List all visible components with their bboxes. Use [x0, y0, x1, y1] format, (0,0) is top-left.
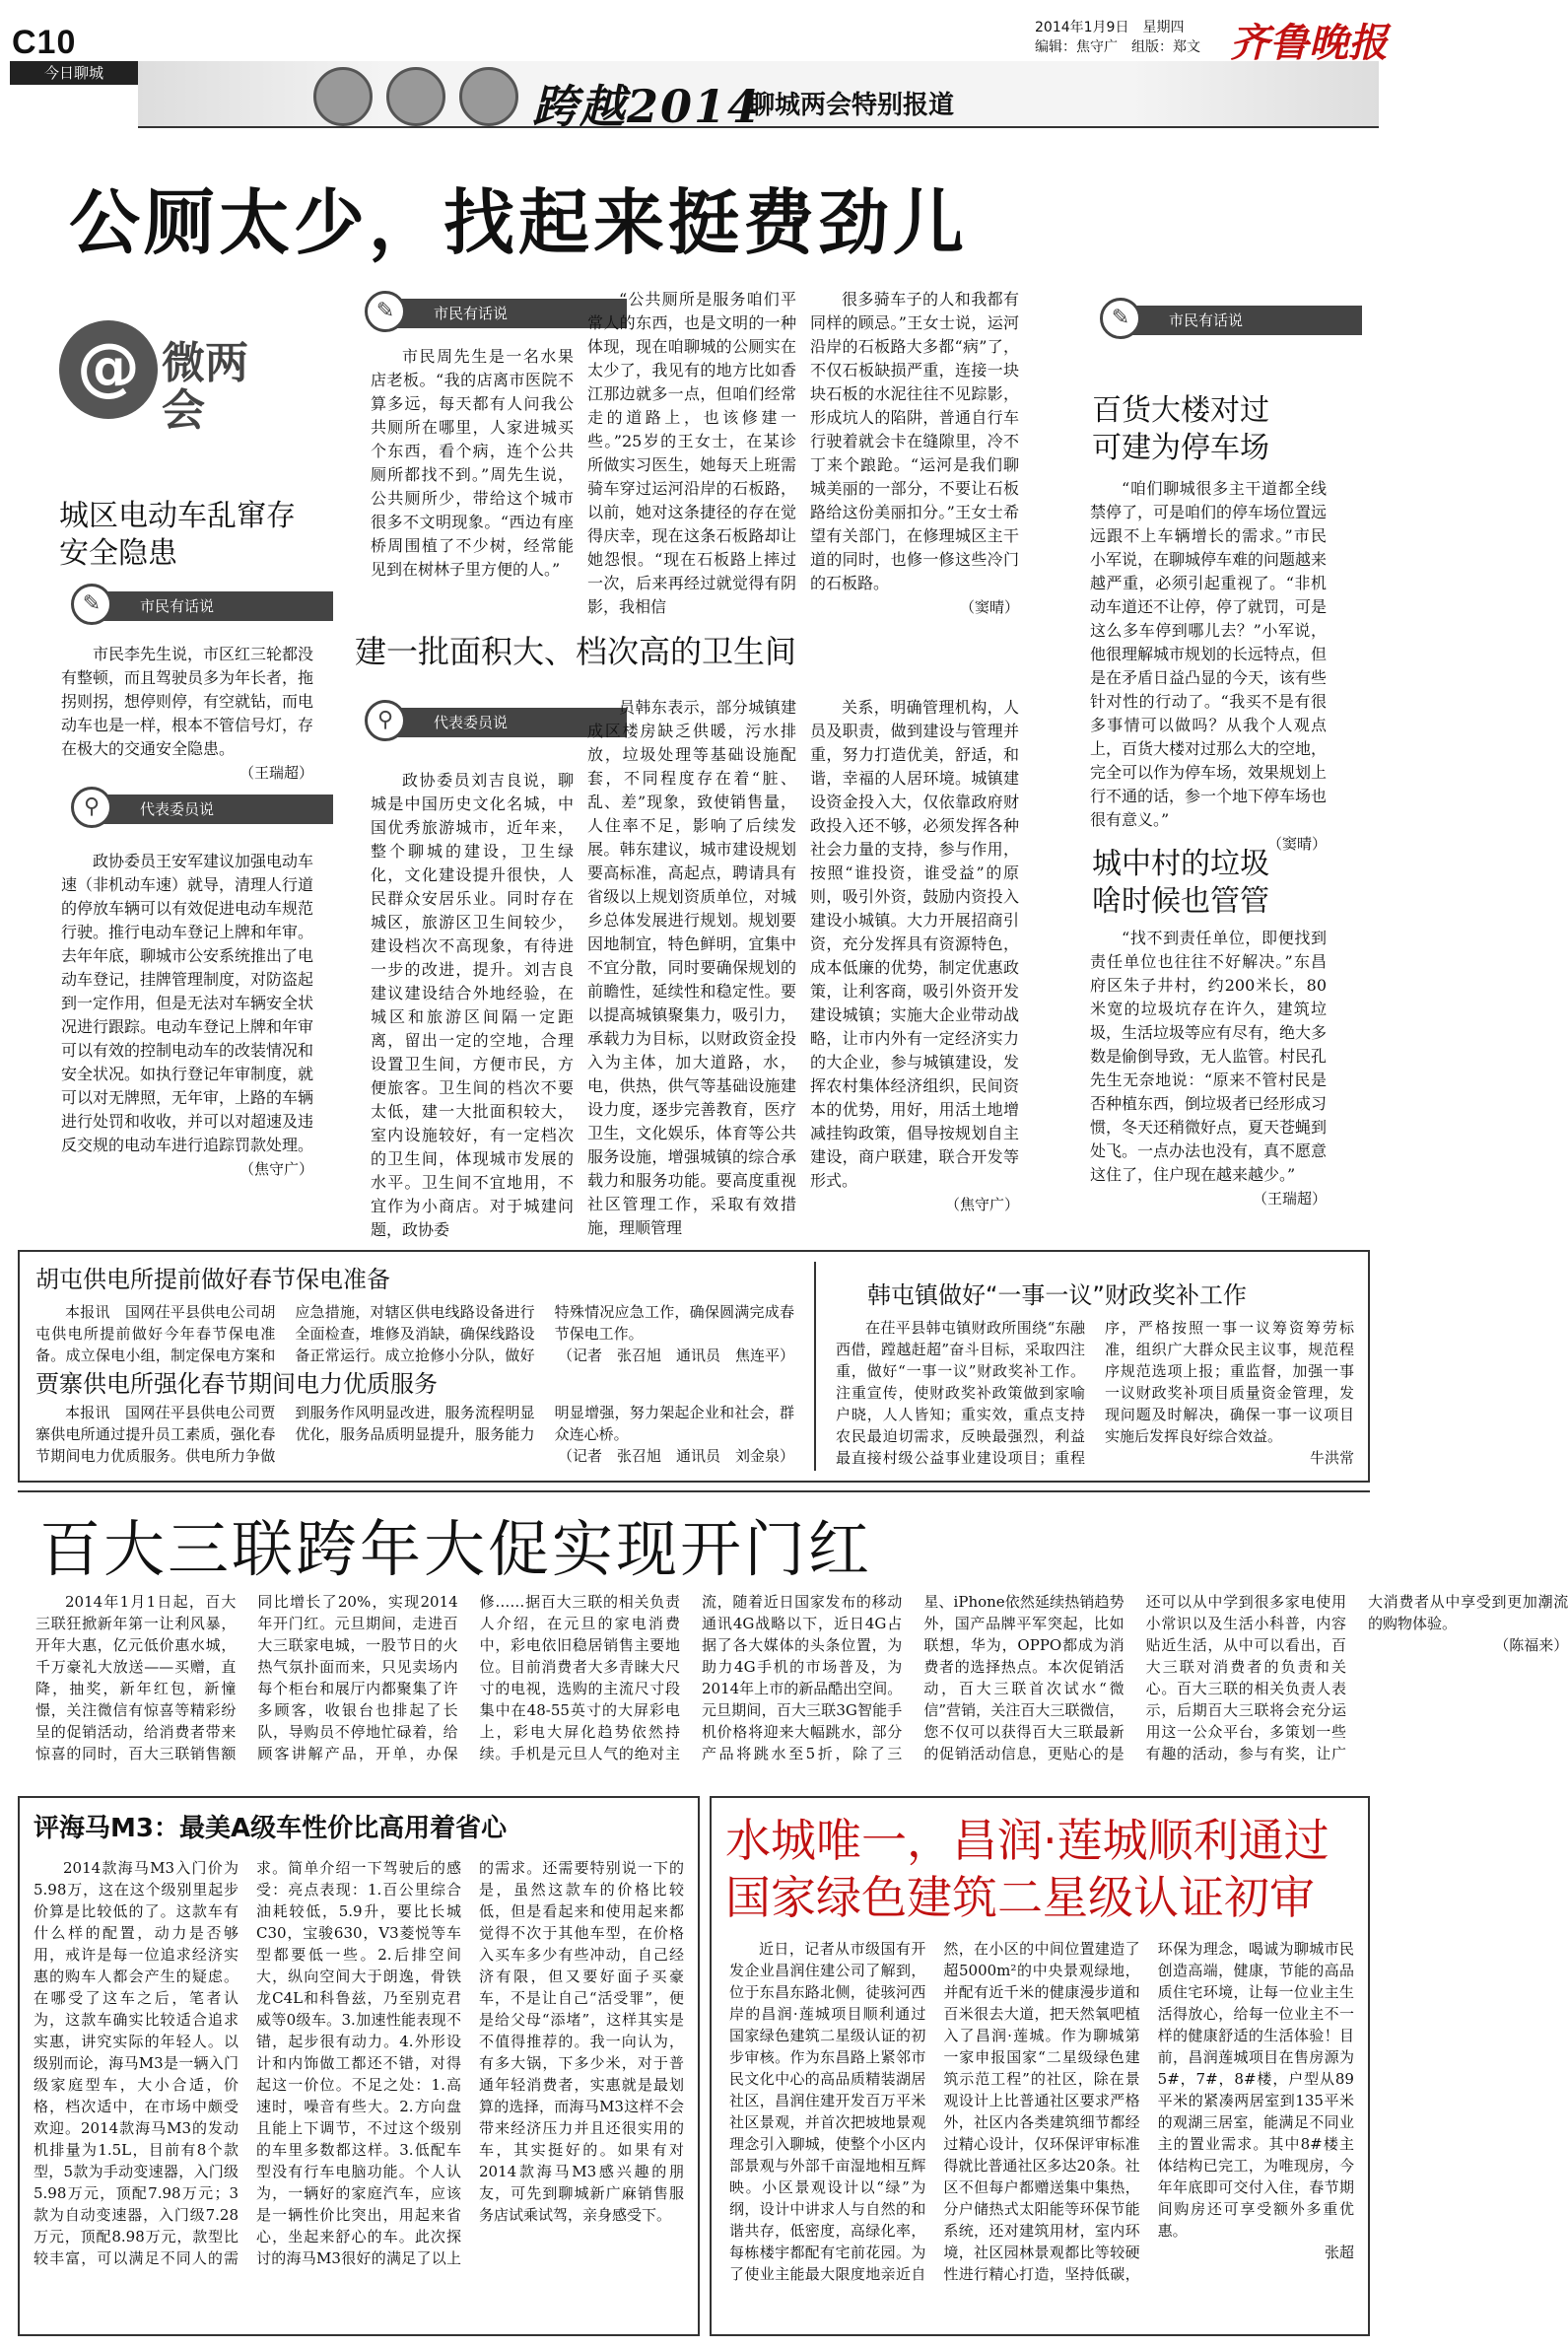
paragraph: 政协委员刘吉良说，聊城是中国历史文化名城，中国优秀旅游城市，近年来，整个聊城的建设，卫生绿化，文化建设提升很快，人民群众安居乐业。同时存在城区，旅游区卫生间较少，建设档次不高现象，有待进一步的改进，提升。刘吉良建议建设结合外地经验，在城区和旅游区间隔一定距离，留出一定的空地，合理设置卫生间，方便市民，方便旅客。卫生间的档次不要太低，建一大批面积较大，室内设施较好，有一定档次的卫生间，体现城市发展的水平。卫生间不宜地用，不宜作为小商店。对于城建问题，政协委	[371, 771, 574, 1239]
newspaper-logo: 齐鲁晚报	[1230, 20, 1388, 66]
editor-line: 编辑：焦守广 组版：郑文	[1035, 39, 1200, 55]
article-body	[61, 850, 313, 1234]
tag-label: 代表委员说	[140, 800, 215, 818]
tag-label: 代表委员说	[434, 714, 509, 731]
subheading-ebike: 城区电动车乱窜存安全隐患	[59, 499, 296, 571]
byline: （窦晴）	[959, 598, 1019, 616]
emblem-icon	[313, 67, 373, 126]
article-body	[729, 1938, 1354, 2328]
power-headline-3: 韩屯镇做好“一事一议”财政奖补工作	[867, 1281, 1247, 1309]
paragraph: 在茌平县韩屯镇财政所围绕“东融西借，蹚越赶超”奋斗目标，采取四注重，做好“一事一议”财政奖补工作。注重宣传，使财政奖补政策做到家喻户晓，人人皆知；重实效，重点支持农民最迫切需求，反映最强烈，利益最直接村级公益事业建设项目；重程序，严格按照一事一议筹资筹劳标准，组织广大群众民主议事，规范程序规范选项上报；重监督，加强一事一议财政奖补项目质量资金管理，发现问题及时解决，确保一事一议项目实施后发挥良好综合效益。	[836, 1319, 1354, 1467]
section-tag: 今日聊城	[10, 61, 138, 85]
byline: （王瑞超）	[239, 764, 313, 782]
byline: （窦晴）	[1266, 835, 1327, 853]
power-headline-2: 贾寨供电所强化春节期间电力优质服务	[35, 1364, 438, 1399]
divider	[18, 1490, 1370, 1492]
tag-citizen	[77, 591, 333, 621]
speech-icon: ✎	[1100, 298, 1141, 339]
byline: （陈福来）	[1494, 1636, 1568, 1654]
article-body	[810, 288, 1019, 616]
tag-label: 市民有话说	[1169, 311, 1244, 329]
article-body	[1090, 477, 1328, 853]
paragraph: 本报讯 国网茌平县供电公司胡屯供电所提前做好今年春节保电准备。成立保电小组，制定保电方案和应急措施，对辖区供电线路设备进行全面检查，堆修及消缺，确保线路设备正常运行。成立抢修小分队，做好特殊情况应急工作，确保圆满完成春节保电工作。	[35, 1303, 794, 1364]
byline: （焦守广）	[239, 1160, 313, 1178]
article-body	[1090, 927, 1327, 1242]
byline: （记者 张召旭 通讯员 焦连平）	[557, 1347, 794, 1364]
emblem-icon	[386, 67, 445, 126]
paragraph: 员韩东表示，部分城镇建成区楼房缺乏供暖，污水排放，垃圾处理等基础设施配套，不同程度存在着“脏、乱、差”现象，致使销售量，人住率不足，影响了后续发展。韩东建议，城市建设规划要高标准，高起点，聘请具有省级以上规划资质单位，对城乡总体发展进行规划。规划要因地制宜，特色鲜明，宜集中不宜分散，同时要确保规划的前瞻性，延续性和稳定性。要以提高城镇聚集力，吸引力，承载力为目标，以财政资金投入为主体，加大道路，水，电，供热，供气等基础设施建设力度，逐步完善教育，医疗卫生，文化娱乐，体育等公共服务设施，增强城镇的综合承载力和服务功能。要高度重视社区管理工作，采取有效措施，理顺管理	[587, 698, 796, 1237]
banner-subtitle: 聊城两会特别报道	[749, 91, 955, 120]
magnifier-icon: ⚲	[365, 700, 406, 741]
issue-meta	[1035, 18, 1200, 57]
magnifier-icon: ⚲	[71, 787, 112, 828]
promo-headline: 百大三联跨年大促实现开门红	[39, 1513, 873, 1585]
paragraph: 很多骑车子的人和我都有同样的顾忌。”王女士说，运河沿岸的石板路大多都“病”了，不仅石板缺损严重，连接一块块石板的水泥往往不见踪影，形成坑人的陷阱，普通自行车行驶着就会卡在缝隙里，冷不丁来个踉跄。“运河是我们聊城美丽的一部分，不要让石板路给这份美丽扣分。”王女士希望有关部门，在修理城区主干道的同时，也修一修这些冷门的石板路。	[810, 290, 1019, 592]
paragraph: 近日，记者从市级国有开发企业昌润住建公司了解到，位于东昌东路北侧，徒骇河西岸的昌润·莲城项目顺利通过国家绿色建筑二星级认证的初步审核。作为东昌路上紧邻市民文化中心的高品质精装湖居社区，昌润住建开发百万平米社区景观，并首次把坡地景观理念引入聊城，使整个小区内部景观与外部千亩湿地相互辉映。小区景观设计以“绿”为纲，设计中讲求人与自然的和谐共存，低密度，高绿化率，每栋楼宇都配有宅前花园。为了使业主能最大限度地亲近自然，在小区的中间位置建造了超5000m²的中央景观绿地，并配有近千米的健康漫步道和百米很去大道，把天然氧吧植入了昌润·莲城。作为聊城第一家申报国家“二星级绿色建筑示范工程”的社区，除在景观设计上比普通社区要求严格外，社区内各类建筑细节都经过精心设计，仅环保评审标准得就比普通社区多达20条。社区不但每户都赠送集中集热，分户储热式太阳能等环保节能系统，还对建筑用材，室内环境，社区园林景观都比等较硬性进行精心打造，坚持低碳，环保为理念，喝诚为聊城市民创造高端，健康，节能的高品质住宅环境，让每一位业主生活得放心，给每一位业主不一样的健康舒适的生活体验！目前，昌润莲城项目在售房源为5#，7#，8#楼，户型从89平米的紧凑两居室到135平米的观湖三居室，能满足不同业主的置业需求。其中8#楼主体结构已完工，为唯现房，今年年底即可交付入住，春节期间购房还可享受额外多重优惠。	[729, 1940, 1354, 2283]
weibo-logo	[59, 301, 296, 458]
paragraph: 市民周先生是一名水果店老板。“我的店离市医院不算多远，每天都有人问我公共厕所在哪里，人家进城买个东西，看个病，连个公共厕所都找不到。”周先生说，公共厕所少，带给这个城市很多不文明现象。“西边有座桥周围植了不少树，经常能见到在树林子里方便的人。”	[371, 347, 574, 579]
tag-label: 市民有话说	[434, 305, 509, 322]
speech-icon: ✎	[71, 584, 112, 625]
byline: 牛洪常	[1309, 1449, 1354, 1467]
divider	[814, 1262, 816, 1471]
page-number: C10	[12, 24, 77, 61]
tag-rep	[77, 795, 333, 824]
article-body	[836, 1317, 1354, 1475]
byline: 张超	[1324, 2244, 1354, 2261]
paragraph: 2014款海马M3入门价为5.98万，这在这个级别里起步价算是比较低的了。这款车有什么样的配置，动力是否够用，戒许是每一位追求经济实惠的购车人都会产生的疑虑。在哪受了这车之后，笔者认为，这款车确实比较适合追求实惠，讲究实际的年轻人。以级别而论，海马M3是一辆入门级家庭型车，大小合适，价格，档次适中，在市场中颇受欢迎。2014款海马M3的发动机排量为1.5L，目前有8个款型，5款为手动变速器，入门级5.98万元，顶配7.98万元；3款为自动变速器，入门级7.28万元，顶配8.98万元，款型比较丰富，可以满足不同人的需求。简单介绍一下驾驶后的感受：亮点表现：1.百公里综合油耗较低，5.9升，要比长城C30，宝骏630，V3菱悦等车型都要低一些。2.后排空间大，纵向空间大于朗逸，骨铁龙C4L和科鲁兹，乃至别克君威等0级车。3.加速性能表现不错，起步很有动力。4.外形设计和内饰做工都还不错，对得起这一价位。不足之处：1.高速时，噪音有些大。2.方向盘且能上下调节，不过这个级别的车里多数都这样。3.低配车型没有行车电脑功能。个人认为，一辆好的家庭汽车，应该是一辆性价比突出，用起来省心，坐起来舒心的车。此次探讨的海马M3很好的满足了以上的需求。还需要特别说一下的是，虽然这款车的价格比较低，但是看起来和使用起来都觉得不次于其他车型，在价格入买车多少有些冲动，自己经济有限，但又要好面子买豪车，不是让自己“活受罪”，便是给父母“添堵”，这样其实是不值得推荐的。我一向认为，有多大锅，下多少米，对于普通年轻消费者，实惠就是最划算的选择，而海马M3这样不会带来经济压力并且还很实用的车，其实挺好的。如果有对2014款海马M3感兴趣的朋友，可先到聊城新广麻销售服务店试乘试驾，亲身感受下。	[34, 1859, 684, 2267]
at-icon: @	[59, 320, 158, 419]
article-body	[34, 1857, 684, 2326]
car-headline: 评海马M3：最美A级车性价比高用着省心	[34, 1814, 508, 1843]
power-headline-1: 胡屯供电所提前做好春节保电准备	[35, 1266, 390, 1293]
speech-icon: ✎	[365, 291, 406, 332]
paragraph: “公共厕所是服务咱们平常人的东西，也是文明的一种体现，现在咱聊城的公厕实在太少了，我见有的地方比如香江那边就多一点，但咱们经常走的道路上，也该修建一些。”25岁的王女士，在某诊所做实习医生，她每天上班需骑车穿过运河沿岸的石板路，以前，她对这条捷径的存在觉得庆幸，现在这条石板路却让她怨恨。“现在石板路上摔过一次，后来再经过就觉得有阴影，我相信	[587, 290, 796, 616]
article-body	[35, 1402, 794, 1477]
article-body	[371, 769, 574, 1238]
paragraph: “找不到责任单位，即便找到责任单位也往往不好解决。”东昌府区朱子井村，约200米长，80米宽的垃圾坑存在许久，建筑垃圾，生活垃圾等应有尽有，绝大多数是偷倒导致，无人监管。村民孔先生无奈地说：“原来不管村民是否种植东西，倒垃圾者已经形成习惯，冬天还稍微好点，夏天苍蝇到处飞。一点办法也没有，真不愿意这住了，住户现在越来越少。”	[1090, 929, 1328, 1184]
subheading-garbage: 城中村的垃圾啥时候也管管	[1092, 847, 1269, 919]
weibo-logo-text: 微两会	[162, 338, 248, 436]
paragraph: 政协委员王安军建议加强电动车速（非机动车速）就导，清理人行道的停放车辆可以有效促进电动车规范行驶。推行电动车登记上牌和年审。去年年底，聊城市公安系统推出了电动车登记，挂牌管理制度，对防盗起到一定作用，但是无法对车辆安全状况进行跟踪。电动车登记上牌和年审可以有效的控制电动车的改装情况和安全状况。如执行登记年审制度，就可以对无牌照，无年审，上路的车辆进行处罚和收收，并可以对超速及违反交规的电动车进行追踪罚款处理。	[61, 852, 314, 1154]
paragraph: 关系，明确管理机构，人员及职责，做到建设与管理并重，努力打造优美，舒适，和谐，幸福的人居环境。城镇建设资金投入大，仅依靠政府财政投入还不够，必须发挥各种社会力量的支持，参与作用，按照“谁投资，谁受益”的原则，吸引外资，鼓励内资投入建设小城镇。大力开展招商引资，充分发挥具有资源特色，成本低廉的优势，制定优惠政策，让利客商，吸引外资开发建设城镇；实施大企业带动战略，让市内外有一定经济实力的大企业，参与城镇建设，发挥农村集体经济组织，民间资本的优势，用好，用活土地增减挂钩政策，倡导按规划自主建设，商户联建，联合开发等形式。	[810, 698, 1019, 1190]
date-line: 2014年1月9日 星期四	[1035, 20, 1185, 35]
green-headline-1: 水城唯一，昌润·莲城顺利通过	[725, 1814, 1329, 1867]
main-headline: 公厕太少，找起来挺费劲儿	[69, 181, 969, 264]
article-body	[587, 288, 796, 616]
article-body	[810, 696, 1019, 1238]
tag-citizen	[1106, 306, 1362, 335]
emblem-icon	[459, 67, 518, 126]
subheading-toilets: 建一批面积大、档次高的卫生间	[355, 633, 797, 670]
subheading-parking: 百货大楼对过可建为停车场	[1092, 393, 1269, 465]
paragraph: 2014年1月1日起，百大三联狂掀新年第一让利风暴，开年大惠，亿元低价惠水城，千万豪礼大放送——买赠，直降，抽奖，新年红包，新憧憬，关注微信有惊喜等精彩纷呈的促销活动，给消费者带来惊喜的同时，百大三联销售额同比增长了20%，实现2014年开门红。元旦期间，走进百大三联家电城，一股节日的火热气氛扑面而来，只见卖场内每个柜台和展厅内都聚集了许多顾客，收银台也排起了长队，导购员不停地忙碌着，给顾客讲解产品，开单，办保修……据百大三联的相关负责人介绍，在元旦的家电消费中，彩电依旧稳居销售主要地位。目前消费者大多青睐大尺寸的电视，选购的主流尺寸段集中在48-55英寸的大屏彩电上，彩电大屏化趋势依然持续。手机是元旦人气的绝对主流，随着近日国家发布的移动通讯4G战略以下，近日4G占据了各大媒体的头条位置，为助力4G手机的市场普及，为2014年上市的新品酷出空间。元旦期间，百大三联3G智能手机价格将迎来大幅跳水，部分产品将跳水至5折，除了三星、iPhone依然延续热销趋势外，国产品牌平军突起，比如联想，华为，OPPO都成为消费者的选择热点。本次促销活动，百大三联首次试水“微信”营销，关注百大三联微信，您不仅可以获得百大三联最新的促销活动信息，更贴心的是还可以从中学到很多家电使用小常识以及生活小科普，内容贴近生活，从中可以看出，百大三联对消费者的负责和关心。百大三联的相关负责人表示，后期百大三联将会充分运用这一公众平台，多策划一些有趣的活动，参与有奖，让广大消费者从中享受到更加潮流的购物体验。	[35, 1593, 1568, 1762]
tag-label: 市民有话说	[140, 597, 215, 615]
paragraph: 本报讯 国网茌平县供电公司贾寨供电所通过提升员工素质，强化春节期间电力优质服务。供电所力争做到服务作风明显改进，服务流程明显优化，服务品质明显提升，服务能力明显增强，努力架起企业和社会，群众连心桥。	[35, 1404, 794, 1465]
article-body	[587, 696, 796, 1238]
green-headline-2: 国家绿色建筑二星级认证初审	[725, 1871, 1315, 1924]
byline: （焦守广）	[944, 1196, 1019, 1213]
masthead	[0, 0, 1389, 133]
byline: （记者 张召旭 通讯员 刘金泉）	[557, 1447, 794, 1465]
byline: （王瑞超）	[1252, 1190, 1327, 1208]
article-body	[35, 1591, 1568, 1784]
banner-title: 跨越2014	[532, 80, 762, 133]
article-body	[371, 345, 574, 591]
paragraph: 市民李先生说，市区红三轮都没有整顿，而且驾驶员多为年长者，拖拐则拐，想停则停，有空就钻，而电动车也是一样，根本不管信号灯，存在极大的交通安全隐患。	[61, 645, 314, 758]
paragraph: “咱们聊城很多主干道都全线禁停了，可是咱们的停车场位置远远跟不上车辆增长的需求。”市民小军说，在聊城停车难的问题越来越严重，必须引起重视了。“非机动车道还不让停，停了就罚，可是这么多车停到哪儿去？”小军说，他很理解城市规划的长远特点，但是在矛盾日益凸显的今天，该有些针对性的行动了。“我买不是有很多事情可以做吗？从我个人观点上，百货大楼对过那么大的空地，完全可以作为停车场，效果规划上行不通的话，参一个地下停车场也很有意义。”	[1090, 479, 1328, 829]
